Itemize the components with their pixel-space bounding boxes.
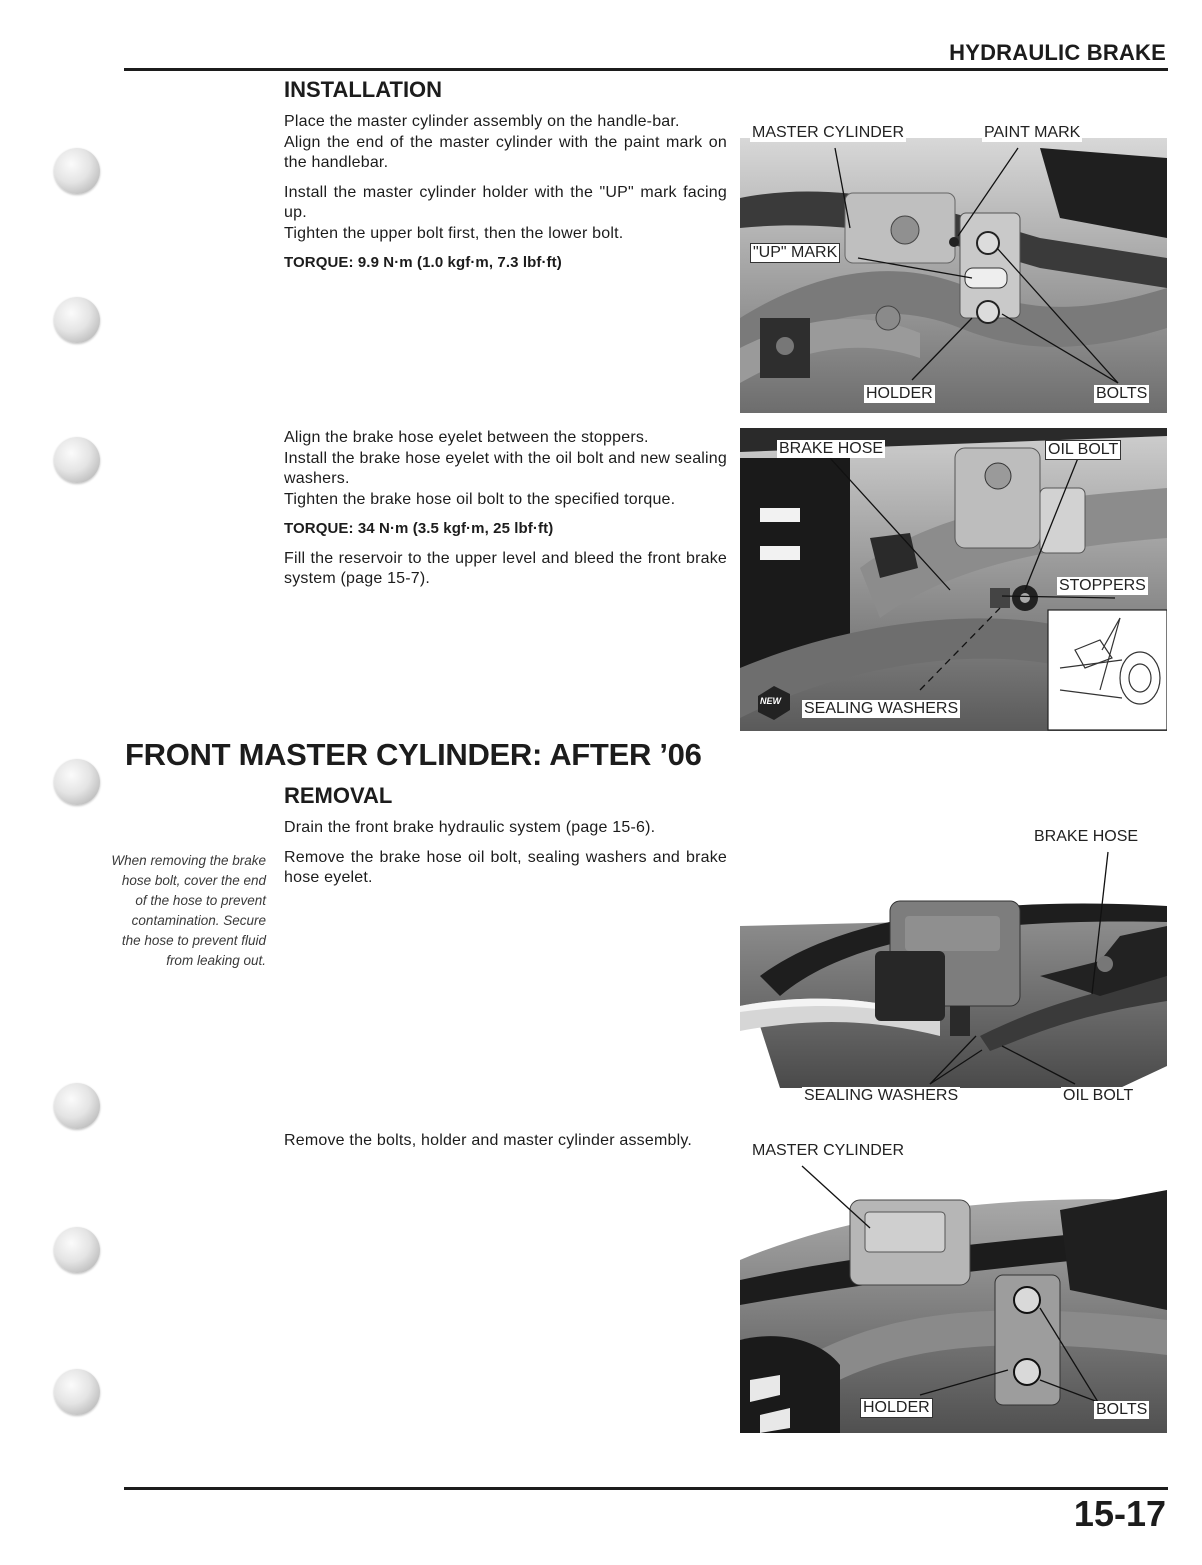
label-up-mark: "UP" MARK [750, 243, 840, 263]
photo-master-cylinder-removal [740, 1140, 1167, 1433]
label-stoppers: STOPPERS [1059, 577, 1146, 594]
label-holder: HOLDER [860, 1398, 933, 1418]
new-badge: NEW [760, 696, 781, 706]
installation-step-install-eyelet: Install the brake hose eyelet with the oil bolt and new sealing washers. [284, 449, 727, 487]
installation-step-holder: Install the master cylinder holder with the "UP" mark facing up. [284, 183, 727, 221]
installation-step-tighten-oil-bolt: Tighten the brake hose oil bolt to the specified torque. [284, 490, 676, 508]
footer-rule [124, 1487, 1168, 1490]
figure-master-cylinder-installation [740, 118, 1167, 413]
removal-text-block-2 [284, 1131, 727, 1161]
installation-text-block-2 [284, 428, 727, 599]
label-sealing-washers: SEALING WASHERS [804, 700, 959, 717]
label-master-cylinder: MASTER CYLINDER [752, 124, 905, 141]
torque-spec-bolts: TORQUE: 9.9 N·m (1.0 kgf·m, 7.3 lbf·ft) [284, 254, 562, 271]
installation-step-place: Place the master cylinder assembly on the handle-bar. [284, 113, 680, 130]
page-number: 15-17 [1073, 1493, 1166, 1534]
label-master-cylinder: MASTER CYLINDER [752, 1142, 905, 1159]
installation-step-tighten: Tighten the upper bolt first, then the lower bolt. [284, 224, 624, 242]
label-holder: HOLDER [866, 385, 933, 402]
label-brake-hose: BRAKE HOSE [779, 440, 884, 457]
installation-step-align: Align the end of the master cylinder with the paint mark on the handlebar. [284, 133, 727, 171]
installation-step-align-eyelet: Align the brake hose eyelet between the stoppers. [284, 429, 649, 446]
binder-hole [54, 1369, 100, 1415]
binder-hole [54, 759, 100, 805]
torque-spec-oil-bolt: TORQUE: 34 N·m (3.5 kgf·m, 25 lbf·ft) [284, 520, 554, 537]
removal-side-note: When removing the brake hose bolt, cover the end of the hose to prevent contamination. Secure the hose to prevent fluid from leaking out. [111, 853, 266, 968]
photo-brake-hose-removal [740, 826, 1167, 1111]
removal-text-block-1 [284, 818, 727, 898]
removal-step-remove-bolts: Remove the bolts, holder and master cylinder assembly. [284, 1132, 693, 1149]
installation-step-fill-reservoir: Fill the reservoir to the upper level and bleed the front brake system (page 15-7). [284, 549, 727, 587]
label-oil-bolt: OIL BOLT [1063, 1087, 1134, 1104]
binder-hole [54, 297, 100, 343]
label-bolts: BOLTS [1096, 385, 1148, 402]
installation-text-block-1 [284, 112, 727, 283]
removal-step-remove-oil-bolt: Remove the brake hose oil bolt, sealing washers and brake hose eyelet. [284, 848, 727, 886]
section-title: FRONT MASTER CYLINDER: AFTER ’06 [125, 737, 702, 772]
label-bolts: BOLTS [1096, 1401, 1148, 1418]
label-oil-bolt: OIL BOLT [1045, 440, 1121, 460]
figure-master-cylinder-removal [740, 1140, 1167, 1433]
removal-step-drain: Drain the front brake hydraulic system (page 15-6). [284, 819, 656, 836]
label-brake-hose: BRAKE HOSE [1034, 828, 1139, 845]
label-paint-mark: PAINT MARK [984, 124, 1081, 141]
removal-heading: REMOVAL [284, 783, 393, 808]
binder-hole [54, 437, 100, 483]
binder-hole [54, 148, 100, 194]
binder-hole [54, 1227, 100, 1273]
header-rule [124, 68, 1168, 71]
figure-brake-hose-installation [740, 428, 1167, 731]
binder-hole [54, 1083, 100, 1129]
installation-heading: INSTALLATION [284, 77, 443, 102]
section-header-title: HYDRAULIC BRAKE [949, 40, 1166, 65]
photo-master-cylinder-installation [740, 118, 1167, 413]
figure-brake-hose-removal [740, 826, 1167, 1111]
label-sealing-washers: SEALING WASHERS [804, 1087, 959, 1104]
